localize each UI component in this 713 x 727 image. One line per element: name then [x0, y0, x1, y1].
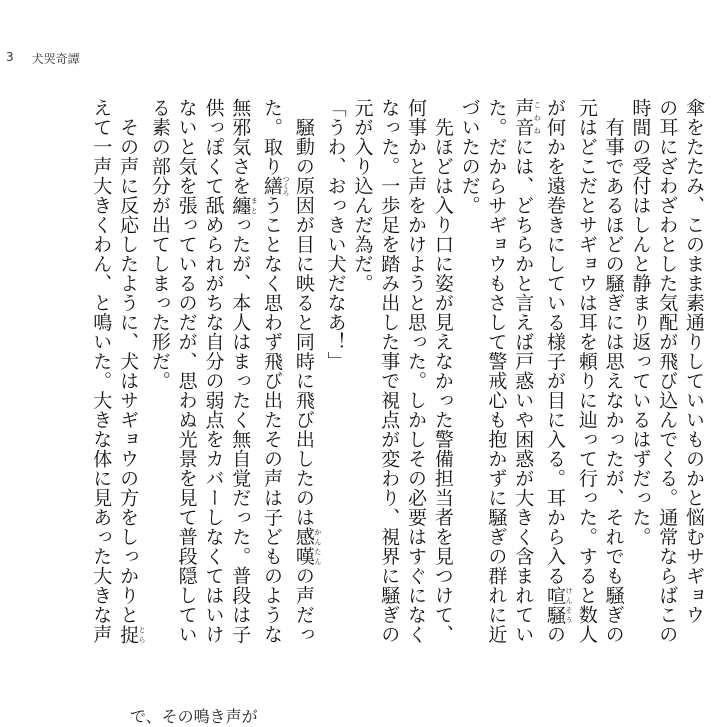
next-page-fragment: で、その鳴き声が: [130, 707, 258, 726]
ruby-mato: 纏 まと: [229, 195, 259, 215]
text-line: の耳にざわざわとした気配が飛び込んでくる。通常ならばこの: [656, 98, 679, 644]
text-line: 傘をたたみ、このまま素通りしていいものかと悩むサギョウ: [683, 98, 705, 625]
text-line: づいたのだ。: [458, 98, 481, 215]
text-line-with-ruby: 無邪気さを纏 まとったが、本人はまったく無自覚だった。普段は子: [229, 98, 259, 644]
text-line: た。だからサギョウもさして警戒心も抱かずに騒ぎの群れに近: [485, 98, 508, 644]
ruby-text: つくろ: [282, 175, 291, 197]
text-line: なった。一歩足を踏み出した事で視点が変わり、視界に騒ぎの: [378, 98, 401, 644]
text-line: えて一声大きくわん、と鳴いた。大きな体に見あった大きな声: [90, 98, 113, 644]
text-line: 有事であるほどの騒ぎには思えなかったが、それでも騒ぎの: [602, 98, 625, 644]
page-header: [6, 50, 80, 67]
ruby-tora: 捉 とら: [117, 624, 147, 644]
text-line: ないと気を張っているのだが、思わぬ光景を見て普段隠してい: [175, 98, 198, 644]
text-line-with-ruby: その声に反応したように、犬はサギョウの方をしっかりと捉 とら: [117, 98, 147, 644]
ruby-text: とら: [138, 624, 147, 644]
text-line-with-ruby: が何かを遠巻きにしている様子が目に入る。耳から入る喧騒 けんそうの: [544, 98, 574, 644]
text-line: 元はどこだとサギョウは耳を頼りに辿って行った。すると数人: [575, 98, 598, 644]
ruby-text: まと: [250, 195, 259, 215]
ruby-kensou: 喧騒 けんそう: [544, 585, 574, 625]
text-line-with-ruby: た。取り繕 つくろうことなく思わず飛び出たその声は子どものような: [261, 98, 291, 644]
text-line: 何事かと声をかけようと思った。しかしその必要はすぐになく: [405, 98, 428, 644]
text-line: 先ほどは入り口に姿が見えなかった警備担当者を見つけて、: [431, 98, 454, 644]
vertical-text-body: [3, 98, 707, 668]
ruby-kowane: 声音 こわね: [512, 98, 542, 137]
text-line-with-ruby: 声音 こわねには、どちらかと言えば戸惑いや困惑が大きく含まれてい: [512, 98, 542, 644]
page-number: 3: [6, 50, 14, 64]
text-line: 時間の受付はしんと静まり返っているはずだった。: [629, 98, 652, 547]
book-title: 犬哭奇譚: [31, 52, 80, 66]
text-line: 供っぽくて舐められがちな自分の弱点をカバーしなくてはいけ: [202, 98, 225, 644]
ruby-text: けんそう: [565, 585, 574, 625]
text-line: る素の部分が出てしまった形だ。: [148, 98, 171, 391]
text-line: 元が入り込んだ為だ。: [351, 98, 374, 293]
text-line: 「うわ、おっきい犬だなあ！」: [324, 98, 347, 371]
ruby-tsukuro: 繕 つくろ: [261, 175, 291, 197]
ruby-text: こわね: [533, 98, 542, 137]
ruby-kantan: 感嘆 かんたん: [292, 527, 322, 566]
ruby-text: かんたん: [313, 527, 322, 566]
text-line-with-ruby: 騒動の原因が目に映ると同時に飛び出したのは感嘆 かんたんの声だっ: [292, 98, 322, 644]
